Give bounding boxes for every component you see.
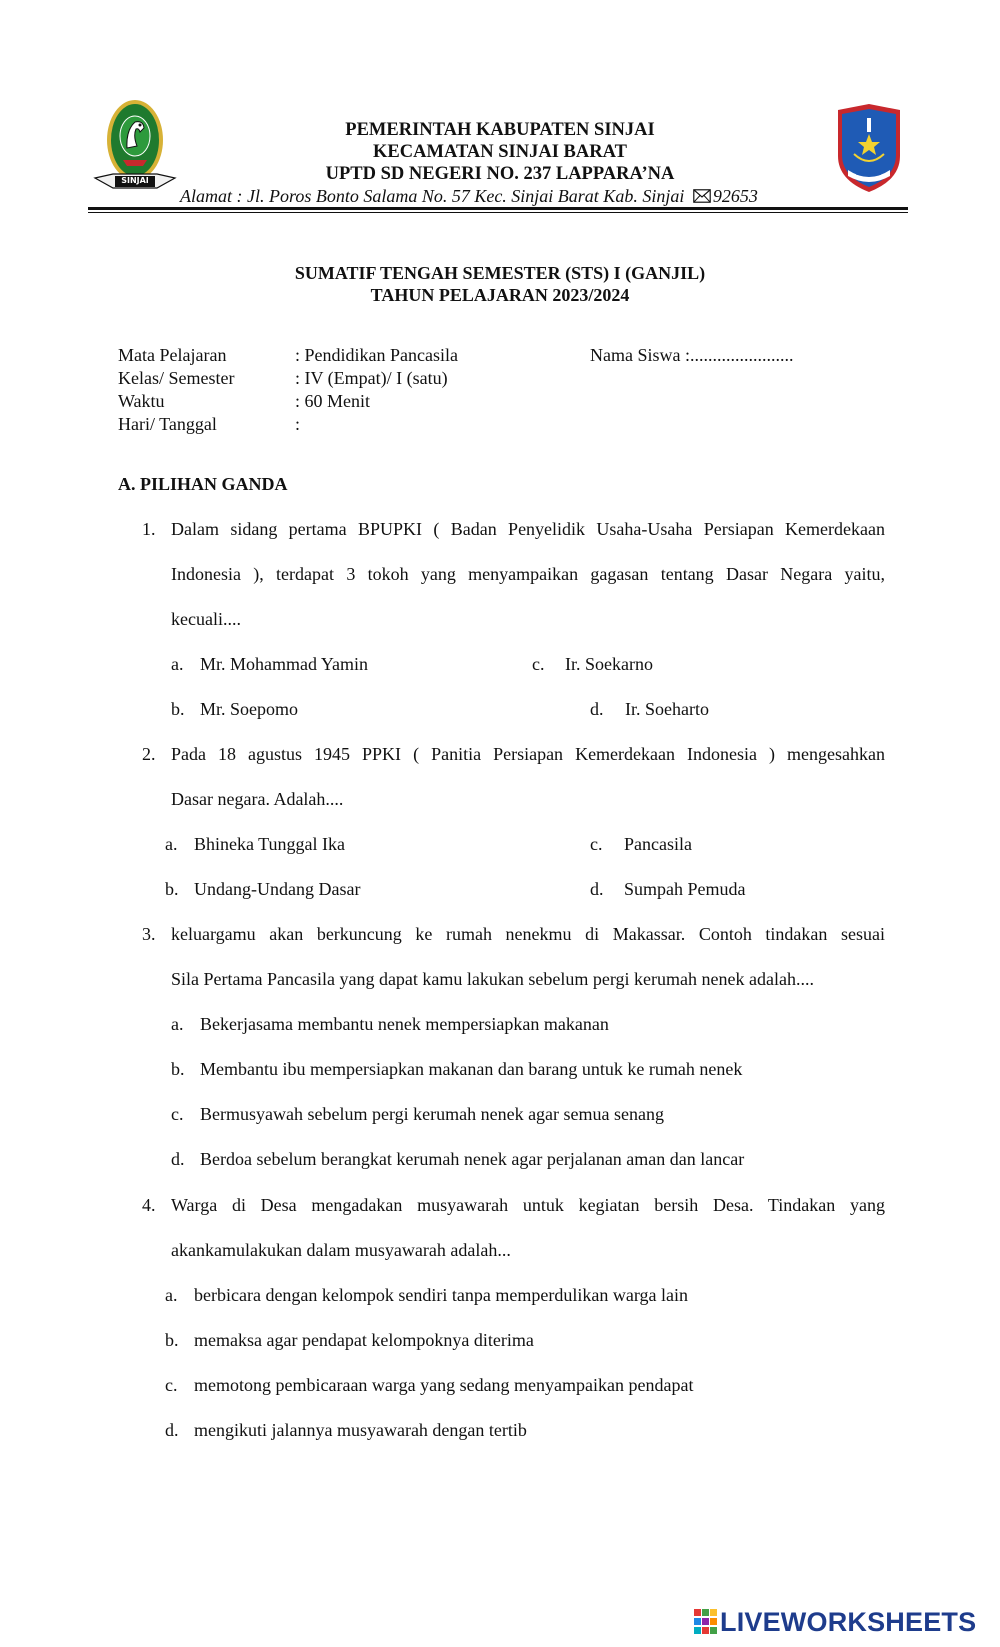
postcode: 92653 — [712, 186, 758, 206]
option-a[interactable] — [165, 834, 345, 855]
option-letter: b. — [165, 1330, 179, 1350]
question-text-line: Sila Pertama Pancasila yang dapat kamu lakukan sebelum pergi kerumah nenek adalah.... — [171, 969, 814, 989]
option-d[interactable] — [165, 1420, 527, 1441]
student-name-field[interactable]: Nama Siswa :....................... — [590, 345, 794, 365]
option-b[interactable] — [171, 699, 299, 720]
question-number: 1. — [142, 519, 156, 539]
right-logo-label: SINJAI BARAT — [856, 171, 882, 176]
option-letter: c. — [532, 654, 545, 674]
question-text-line: akankamulakukan dalam musyawarah adalah... — [171, 1240, 511, 1260]
envelope-icon — [693, 189, 711, 203]
option-text: memotong pembicaraan warga yang sedang menyampaikan pendapat — [194, 1375, 694, 1395]
option-text: mengikuti jalannya musyawarah dengan tertib — [194, 1420, 527, 1440]
option-text: Bekerjasama membantu nenek mempersiapkan makanan — [200, 1014, 609, 1034]
option-text: Bhineka Tunggal Ika — [194, 834, 345, 854]
option-letter: a. — [165, 1285, 178, 1305]
liveworksheets-brand: LIVEWORKSHEETS — [720, 1607, 977, 1637]
option-b[interactable] — [165, 1330, 534, 1351]
address-line — [180, 186, 758, 207]
option-c[interactable] — [171, 1104, 665, 1125]
kop-line-1: PEMERINTAH KABUPATEN SINJAI — [345, 120, 655, 140]
class-value: : IV (Empat)/ I (satu) — [295, 368, 448, 388]
question-number: 2. — [142, 744, 156, 764]
exam-year: TAHUN PELAJARAN 2023/2024 — [370, 285, 630, 305]
question-text-line: Pada 18 agustus 1945 PPKI ( Panitia Persiapan Kemerdekaan Indonesia ) mengesahkan — [171, 744, 885, 764]
option-a[interactable] — [171, 1014, 609, 1035]
option-text: Bermusyawah sebelum pergi kerumah nenek agar semua senang — [200, 1104, 665, 1124]
question-text-line: Indonesia ), terdapat 3 tokoh yang menyampaikan gagasan tentang Dasar Negara yaitu, — [171, 564, 885, 584]
option-letter: a. — [165, 834, 178, 854]
option-letter: a. — [171, 654, 184, 674]
section-heading: A. PILIHAN GANDA — [118, 474, 288, 494]
option-d[interactable] — [171, 1149, 745, 1170]
option-letter: d. — [165, 1420, 179, 1440]
option-letter: d. — [590, 879, 604, 899]
option-a[interactable] — [165, 1285, 688, 1306]
option-letter: c. — [165, 1375, 178, 1395]
address-text: Alamat : Jl. Poros Bonto Salama No. 57 Kec. Sinjai Barat Kab. Sinjai — [180, 186, 685, 206]
question-text-line: Warga di Desa mengadakan musyawarah untuk kegiatan bersih Desa. Tindakan yang — [171, 1195, 885, 1215]
subject-label: Mata Pelajaran — [118, 345, 227, 365]
option-a[interactable] — [171, 654, 369, 675]
question-number: 4. — [142, 1195, 156, 1215]
option-text: Pancasila — [624, 834, 692, 854]
option-text: memaksa agar pendapat kelompoknya diterima — [194, 1330, 534, 1350]
left-logo-label: SINJAI — [121, 176, 149, 185]
kop-divider-thin — [88, 212, 908, 213]
option-c[interactable] — [532, 654, 653, 675]
date-label: Hari/ Tanggal — [118, 414, 217, 434]
option-text: Mr. Mohammad Yamin — [200, 654, 369, 674]
option-b[interactable] — [165, 879, 361, 900]
option-text: Sumpah Pemuda — [624, 879, 746, 899]
option-b[interactable] — [171, 1059, 743, 1080]
option-text: berbicara dengan kelompok sendiri tanpa memperdulikan warga lain — [194, 1285, 688, 1305]
option-c[interactable] — [165, 1375, 694, 1396]
date-value: : — [295, 414, 301, 434]
option-letter: d. — [171, 1149, 185, 1169]
question-text-line: Dalam sidang pertama BPUPKI ( Badan Penyelidik Usaha-Usaha Persiapan Kemerdekaan — [171, 519, 885, 539]
option-text: Undang-Undang Dasar — [194, 879, 361, 899]
option-letter: b. — [171, 699, 185, 719]
option-text: Berdoa sebelum berangkat kerumah nenek agar perjalanan aman dan lancar — [200, 1149, 745, 1169]
time-value: : 60 Menit — [295, 391, 370, 411]
option-d[interactable] — [590, 699, 709, 720]
kop-line-3: UPTD SD NEGERI NO. 237 LAPPARA’NA — [325, 164, 675, 184]
option-text: Ir. Soeharto — [625, 699, 709, 719]
option-letter: b. — [165, 879, 179, 899]
question-text-line: kecuali.... — [171, 609, 241, 629]
option-letter: d. — [590, 699, 604, 719]
option-letter: a. — [171, 1014, 184, 1034]
liveworksheets-blocks-icon — [694, 1609, 718, 1635]
subject-value: : Pendidikan Pancasila — [295, 345, 458, 365]
kop-line-2: KECAMATAN SINJAI BARAT — [373, 142, 627, 162]
option-text: Membantu ibu mempersiapkan makanan dan barang untuk ke rumah nenek — [200, 1059, 743, 1079]
option-letter: c. — [590, 834, 603, 854]
time-label: Waktu — [118, 391, 165, 411]
question-text-line: Dasar negara. Adalah.... — [171, 789, 344, 809]
question-number: 3. — [142, 924, 156, 944]
kop-divider-thick — [88, 207, 908, 210]
question-text-line: keluargamu akan berkuncung ke rumah nenekmu di Makassar. Contoh tindakan sesuai — [171, 924, 885, 944]
exam-title: SUMATIF TENGAH SEMESTER (STS) I (GANJIL) — [294, 263, 706, 283]
class-label: Kelas/ Semester — [118, 368, 235, 388]
option-letter: c. — [171, 1104, 184, 1124]
option-text: Mr. Soepomo — [200, 699, 299, 719]
option-letter: b. — [171, 1059, 185, 1079]
option-d[interactable] — [590, 879, 746, 900]
liveworksheets-logo[interactable] — [694, 1607, 976, 1637]
option-c[interactable] — [590, 834, 692, 855]
option-text: Ir. Soekarno — [565, 654, 653, 674]
